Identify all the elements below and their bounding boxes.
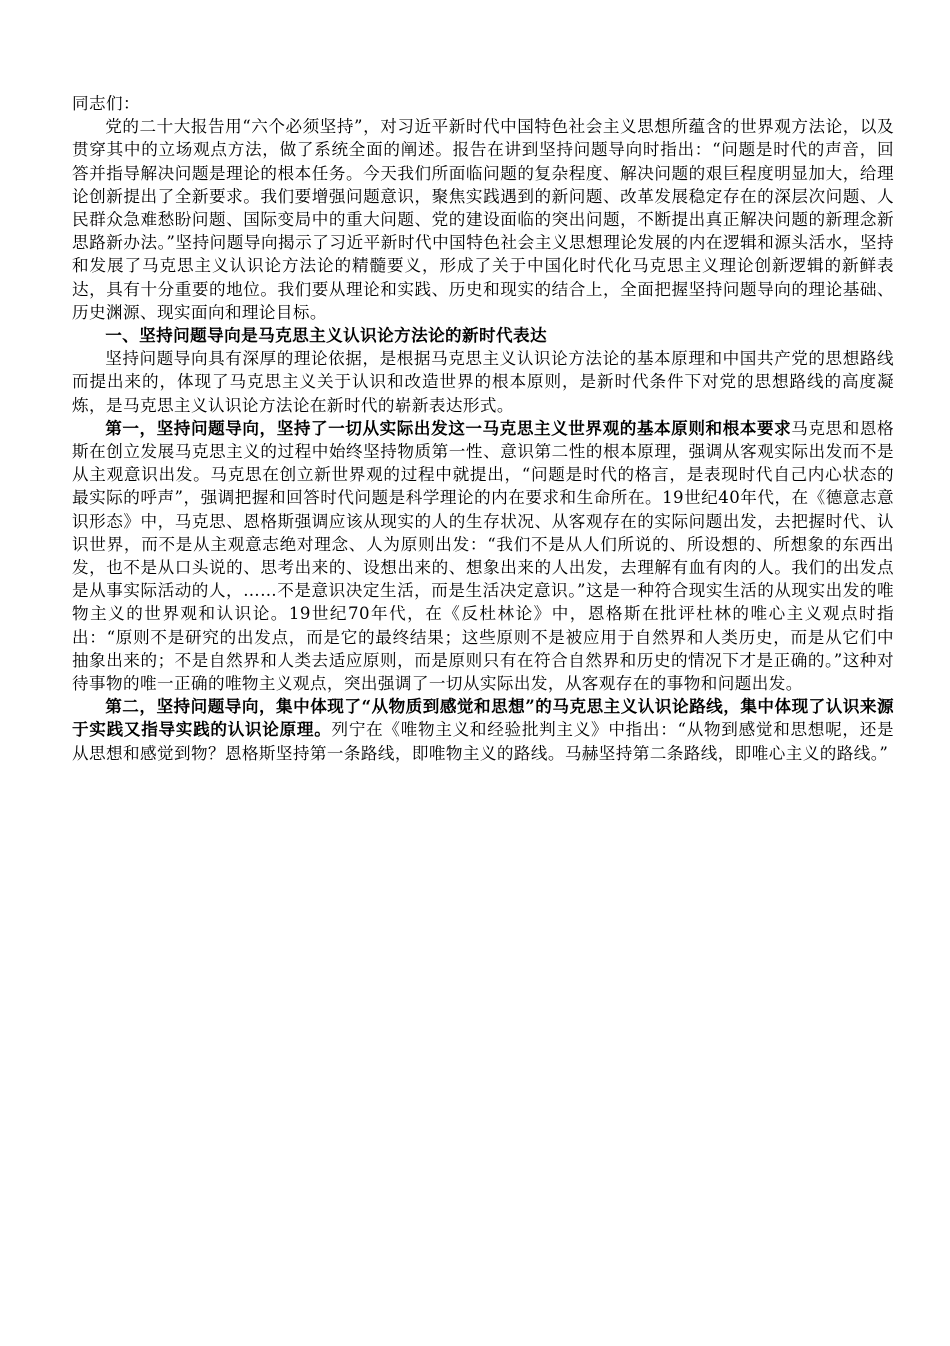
point-2-paragraph [72,695,894,765]
intro-paragraph: 党的二十大报告用“六个必须坚持”，对习近平新时代中国特色社会主义思想所蕴含的世界观方法论，以及贯穿其中的立场观点方法，做了系统全面的阐述。报告在讲到坚持问题导向时指出：“问题是时代的声音，回答并指导解决问题是理论的根本任务。今天我们所面临问题的复杂程度、解决问题的艰巨程度明显加大，给理论创新提出了全新要求。我们要增强问题意识，聚焦实践遇到的新问题、改革发展稳定存在的深层次问题、人民群众急难愁盼问题、国际变局中的重大问题、党的建设面临的突出问题，不断提出真正解决问题的新理念新思路新办法。”坚持问题导向揭示了习近平新时代中国特色社会主义思想理论发展的内在逻辑和源头活水，坚持和发展了马克思主义认识论方法论的精髓要义，形成了关于中国化时代化马克思主义理论创新逻辑的新鲜表达，具有十分重要的地位。我们要从理论和实践、历史和现实的结合上，全面把握坚持问题导向的理论基础、历史渊源、现实面向和理论目标。 [72,117,894,322]
point-1-lead: 第一，坚持问题导向，坚持了一切从实际出发这一马克思主义世界观的基本原则和根本要求 [105,417,792,438]
point-2-lead: 第二，坚持问题导向，集中体现了“从物质到感觉和思想”的马克思主义认识论路线，集中体现了认识来源于实践又指导实践的认识论原理。 [72,696,894,740]
document-body [72,92,894,765]
salutation: 同志们： [72,94,140,113]
point-1-paragraph [72,417,894,695]
point-2-body: 列宁在《唯物主义和经验批判主义》中指出：“从物到感觉和思想呢，还是从思想和感觉到物？恩格斯坚持第一条路线，即唯物主义的路线。马赫坚持第二条路线，即唯心主义的路线。” [72,720,895,763]
section-1-heading: 一、坚持问题导向是马克思主义认识论方法论的新时代表达 [105,325,548,346]
point-1-body: 马克思和恩格斯在创立发展马克思主义的过程中始终坚持物质第一性、意识第二性的根本原理，强调从客观实际出发而不是从主观意识出发。马克思在创立新世界观的过程中就提出，“问题是时代的格言，是表现时代自己内心状态的最实际的呼声”，强调把握和回答时代问题是科学理论的内在要求和生命所在。19世纪40年代，在《德意志意识形态》中，马克思、恩格斯强调应该从现实的人的生存状况、从客观存在的实际问题出发，去把握时代、认识世界，而不是从主观意志绝对理念、人为原则出发：“我们不是从人们所说的、所设想的、所想象的东西出发，也不是从口头说的、思考出来的、设想出来的、想象出来的人出发，去理解有血有肉的人。我们的出发点是从事实际活动的人，……不是意识决定生活，而是生活决定意识。”这是一种符合现实生活的从现实出发的唯物主义的世界观和认识论。19世纪70年代，在《反杜林论》中，恩格斯在批评杜林的唯心主义观点时指出：“原则不是研究的出发点，而是它的最终结果；这些原则不是被应用于自然界和人类历史，而是从它们中抽象出来的；不是自然界和人类去适应原则，而是原则只有在符合自然界和历史的情况下才是正确的。”这种对待事物的唯一正确的唯物主义观点，突出强调了一切从实际出发，从客观存在的事物和问题出发。 [72,418,895,694]
section-1-intro-paragraph: 坚持问题导向具有深厚的理论依据，是根据马克思主义认识论方法论的基本原理和中国共产党的思想路线而提出来的，体现了马克思主义关于认识和改造世界的根本原则，是新时代条件下对党的思想路线的高度凝炼，是马克思主义认识论方法论在新时代的崭新表达形式。 [72,349,894,415]
